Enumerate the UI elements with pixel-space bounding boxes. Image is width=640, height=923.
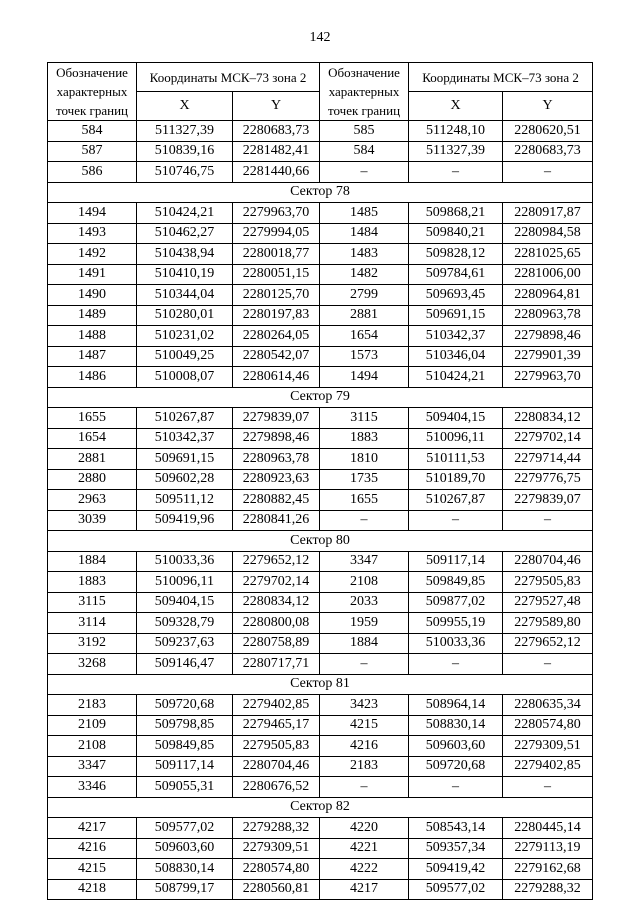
cell-y-left: 2279505,83	[233, 736, 320, 757]
cell-point-left: 4218	[48, 879, 137, 900]
cell-point-right: 3423	[320, 695, 409, 716]
cell-y-left: 2280963,78	[233, 449, 320, 470]
cell-y-left: 2280676,52	[233, 777, 320, 798]
table-row	[48, 613, 593, 634]
cell-y-left: 2279652,12	[233, 551, 320, 572]
cell-y-left: 2280683,73	[233, 121, 320, 142]
cell-y-left: 2280542,07	[233, 346, 320, 367]
cell-x-left: 510008,07	[137, 367, 233, 388]
cell-y-right: 2280984,58	[503, 223, 593, 244]
cell-point-right: 3115	[320, 408, 409, 429]
cell-x-right: 509828,12	[409, 244, 503, 265]
cell-point-left: 1655	[48, 408, 137, 429]
cell-x-right: 509720,68	[409, 756, 503, 777]
cell-point-left: 4215	[48, 859, 137, 880]
cell-point-right: 1494	[320, 367, 409, 388]
cell-y-left: 2280717,71	[233, 654, 320, 675]
cell-y-left: 2280834,12	[233, 592, 320, 613]
cell-y-left: 2279839,07	[233, 408, 320, 429]
cell-x-right: 509117,14	[409, 551, 503, 572]
cell-point-right: 4216	[320, 736, 409, 757]
cell-point-right: 1483	[320, 244, 409, 265]
table-row	[48, 633, 593, 654]
sector-row	[48, 387, 593, 408]
cell-point-right: 1884	[320, 633, 409, 654]
cell-x-left: 508799,17	[137, 879, 233, 900]
cell-x-right: 509955,19	[409, 613, 503, 634]
cell-x-right: 508830,14	[409, 715, 503, 736]
cell-y-left: 2280264,05	[233, 326, 320, 347]
cell-point-left: 1489	[48, 305, 137, 326]
cell-y-right: 2280704,46	[503, 551, 593, 572]
cell-point-left: 3347	[48, 756, 137, 777]
x-header-right: X	[409, 92, 503, 121]
table-row	[48, 203, 593, 224]
table-row	[48, 326, 593, 347]
table-row	[48, 859, 593, 880]
sector-label: Сектор 79	[48, 387, 593, 408]
cell-point-left: 1487	[48, 346, 137, 367]
cell-point-right: 2799	[320, 285, 409, 306]
cell-point-right: 2108	[320, 572, 409, 593]
cell-x-right: 509357,34	[409, 838, 503, 859]
cell-x-right: 509419,42	[409, 859, 503, 880]
cell-y-left: 2281482,41	[233, 141, 320, 162]
cell-y-right: 2279776,75	[503, 469, 593, 490]
designation-header-left: Обозначение характерных точек границ	[48, 63, 137, 121]
cell-x-left: 510344,04	[137, 285, 233, 306]
table-row	[48, 818, 593, 839]
sector-label: Сектор 78	[48, 182, 593, 203]
cell-x-left: 511327,39	[137, 121, 233, 142]
cell-y-left: 2279288,32	[233, 818, 320, 839]
cell-x-right: 509577,02	[409, 879, 503, 900]
cell-y-right: 2279113,19	[503, 838, 593, 859]
cell-point-right: 1485	[320, 203, 409, 224]
cell-x-right: –	[409, 777, 503, 798]
cell-y-left: 2280800,08	[233, 613, 320, 634]
cell-point-left: 1486	[48, 367, 137, 388]
table-row	[48, 838, 593, 859]
coordinates-table	[47, 62, 593, 900]
cell-x-left: 509117,14	[137, 756, 233, 777]
table-row	[48, 490, 593, 511]
cell-x-left: 509849,85	[137, 736, 233, 757]
cell-y-left: 2280018,77	[233, 244, 320, 265]
cell-point-left: 2881	[48, 449, 137, 470]
cell-point-left: 3192	[48, 633, 137, 654]
table-row	[48, 592, 593, 613]
cell-y-right: 2279963,70	[503, 367, 593, 388]
cell-x-right: 510346,04	[409, 346, 503, 367]
cell-y-right: 2279505,83	[503, 572, 593, 593]
cell-y-right: 2280683,73	[503, 141, 593, 162]
cell-point-right: 3347	[320, 551, 409, 572]
cell-y-left: 2280923,63	[233, 469, 320, 490]
cell-y-left: 2281440,66	[233, 162, 320, 183]
cell-point-right: 1484	[320, 223, 409, 244]
cell-point-right: 2881	[320, 305, 409, 326]
cell-y-left: 2280574,80	[233, 859, 320, 880]
cell-x-left: 510231,02	[137, 326, 233, 347]
cell-point-left: 3039	[48, 510, 137, 531]
cell-y-right: 2279901,39	[503, 346, 593, 367]
coords-header-right: Координаты МСК–73 зона 2	[409, 63, 593, 92]
cell-point-right: 584	[320, 141, 409, 162]
y-header-right: Y	[503, 92, 593, 121]
cell-y-left: 2280125,70	[233, 285, 320, 306]
cell-y-right: 2279309,51	[503, 736, 593, 757]
cell-point-left: 4216	[48, 838, 137, 859]
table-row	[48, 346, 593, 367]
cell-point-left: 1490	[48, 285, 137, 306]
table-row	[48, 469, 593, 490]
cell-point-left: 1654	[48, 428, 137, 449]
cell-x-left: 509237,63	[137, 633, 233, 654]
cell-point-right: 4215	[320, 715, 409, 736]
cell-y-left: 2280051,15	[233, 264, 320, 285]
cell-point-left: 3346	[48, 777, 137, 798]
cell-x-right: 509404,15	[409, 408, 503, 429]
cell-y-left: 2279309,51	[233, 838, 320, 859]
cell-x-right: 510267,87	[409, 490, 503, 511]
cell-x-right: 509784,61	[409, 264, 503, 285]
cell-x-left: 510462,27	[137, 223, 233, 244]
cell-x-right: 510189,70	[409, 469, 503, 490]
cell-point-left: 3268	[48, 654, 137, 675]
cell-x-right: –	[409, 162, 503, 183]
cell-y-right: 2279898,46	[503, 326, 593, 347]
table-row	[48, 428, 593, 449]
cell-x-left: 509404,15	[137, 592, 233, 613]
sector-row	[48, 531, 593, 552]
table-row	[48, 305, 593, 326]
cell-y-right: 2279527,48	[503, 592, 593, 613]
cell-point-left: 4217	[48, 818, 137, 839]
cell-point-right: –	[320, 162, 409, 183]
table-row	[48, 879, 593, 900]
cell-point-right: 1883	[320, 428, 409, 449]
cell-point-left: 1493	[48, 223, 137, 244]
cell-x-left: 510280,01	[137, 305, 233, 326]
table-row	[48, 285, 593, 306]
cell-y-right: 2279702,14	[503, 428, 593, 449]
cell-y-right: –	[503, 162, 593, 183]
table-row	[48, 449, 593, 470]
table-row	[48, 777, 593, 798]
cell-x-left: 509602,28	[137, 469, 233, 490]
table-row	[48, 121, 593, 142]
cell-point-left: 3114	[48, 613, 137, 634]
coords-header-left: Координаты МСК–73 зона 2	[137, 63, 320, 92]
cell-x-right: –	[409, 510, 503, 531]
cell-x-right: 509691,15	[409, 305, 503, 326]
cell-y-left: 2279402,85	[233, 695, 320, 716]
cell-x-left: 509511,12	[137, 490, 233, 511]
cell-y-right: 2280635,34	[503, 695, 593, 716]
cell-point-left: 2109	[48, 715, 137, 736]
cell-y-right: 2279839,07	[503, 490, 593, 511]
cell-point-right: 4221	[320, 838, 409, 859]
table-row	[48, 223, 593, 244]
sector-row	[48, 182, 593, 203]
cell-x-left: 510746,75	[137, 162, 233, 183]
cell-point-right: 1482	[320, 264, 409, 285]
cell-x-left: 509798,85	[137, 715, 233, 736]
cell-x-left: 509577,02	[137, 818, 233, 839]
table-row	[48, 551, 593, 572]
cell-x-left: 510267,87	[137, 408, 233, 429]
cell-y-right: 2280917,87	[503, 203, 593, 224]
cell-point-left: 1492	[48, 244, 137, 265]
cell-y-left: 2280560,81	[233, 879, 320, 900]
cell-x-right: 508964,14	[409, 695, 503, 716]
table-row	[48, 162, 593, 183]
table-body	[48, 121, 593, 900]
cell-point-left: 584	[48, 121, 137, 142]
table-row	[48, 715, 593, 736]
cell-x-left: 510342,37	[137, 428, 233, 449]
cell-x-left: 510839,16	[137, 141, 233, 162]
cell-y-right: 2279589,80	[503, 613, 593, 634]
cell-point-right: 4217	[320, 879, 409, 900]
cell-x-left: 509328,79	[137, 613, 233, 634]
cell-y-left: 2279963,70	[233, 203, 320, 224]
cell-x-right: 508543,14	[409, 818, 503, 839]
table-row	[48, 572, 593, 593]
cell-x-right: 510033,36	[409, 633, 503, 654]
cell-point-right: 1735	[320, 469, 409, 490]
sector-label: Сектор 82	[48, 797, 593, 818]
cell-x-right: 511248,10	[409, 121, 503, 142]
cell-x-right: 509840,21	[409, 223, 503, 244]
cell-point-right: 1810	[320, 449, 409, 470]
cell-y-right: 2279652,12	[503, 633, 593, 654]
cell-y-right: 2280963,78	[503, 305, 593, 326]
cell-point-left: 1494	[48, 203, 137, 224]
cell-x-left: 510033,36	[137, 551, 233, 572]
cell-x-right: 510111,53	[409, 449, 503, 470]
cell-x-right: 509849,85	[409, 572, 503, 593]
cell-y-left: 2280882,45	[233, 490, 320, 511]
cell-y-right: 2280834,12	[503, 408, 593, 429]
cell-y-left: 2280614,46	[233, 367, 320, 388]
table-row	[48, 244, 593, 265]
cell-point-left: 587	[48, 141, 137, 162]
cell-x-right: 510424,21	[409, 367, 503, 388]
cell-y-left: 2280704,46	[233, 756, 320, 777]
cell-point-right: –	[320, 777, 409, 798]
cell-point-left: 586	[48, 162, 137, 183]
cell-point-left: 1883	[48, 572, 137, 593]
cell-x-left: 510096,11	[137, 572, 233, 593]
sector-row	[48, 674, 593, 695]
cell-y-right: –	[503, 510, 593, 531]
cell-y-left: 2280758,89	[233, 633, 320, 654]
cell-point-right: 1654	[320, 326, 409, 347]
cell-y-right: –	[503, 654, 593, 675]
cell-x-left: 509419,96	[137, 510, 233, 531]
cell-x-left: 510424,21	[137, 203, 233, 224]
cell-y-left: 2279702,14	[233, 572, 320, 593]
cell-point-left: 3115	[48, 592, 137, 613]
designation-header-right: Обозначение характерных точек границ	[320, 63, 409, 121]
cell-point-right: 4222	[320, 859, 409, 880]
cell-point-right: 1573	[320, 346, 409, 367]
cell-point-left: 2880	[48, 469, 137, 490]
y-header-left: Y	[233, 92, 320, 121]
cell-y-left: 2280197,83	[233, 305, 320, 326]
table-row	[48, 141, 593, 162]
cell-y-right: 2280574,80	[503, 715, 593, 736]
cell-x-left: 509603,60	[137, 838, 233, 859]
cell-point-left: 1884	[48, 551, 137, 572]
table-row	[48, 756, 593, 777]
cell-x-left: 510438,94	[137, 244, 233, 265]
cell-point-right: –	[320, 654, 409, 675]
cell-y-right: 2279162,68	[503, 859, 593, 880]
cell-x-right: 510096,11	[409, 428, 503, 449]
cell-y-right: 2280964,81	[503, 285, 593, 306]
cell-x-left: 510410,19	[137, 264, 233, 285]
table-row	[48, 654, 593, 675]
cell-point-left: 2963	[48, 490, 137, 511]
cell-x-right: 509868,21	[409, 203, 503, 224]
table-row	[48, 264, 593, 285]
cell-x-left: 509055,31	[137, 777, 233, 798]
sector-label: Сектор 81	[48, 674, 593, 695]
cell-point-right: 585	[320, 121, 409, 142]
cell-point-left: 1488	[48, 326, 137, 347]
cell-point-right: 2033	[320, 592, 409, 613]
cell-x-left: 509691,15	[137, 449, 233, 470]
cell-x-right: 509693,45	[409, 285, 503, 306]
table-row	[48, 736, 593, 757]
page-number: 142	[309, 30, 331, 45]
cell-y-left: 2279898,46	[233, 428, 320, 449]
cell-point-right: 4220	[320, 818, 409, 839]
cell-x-right: –	[409, 654, 503, 675]
cell-y-right: 2280620,51	[503, 121, 593, 142]
table-row	[48, 408, 593, 429]
cell-x-left: 509720,68	[137, 695, 233, 716]
cell-y-left: 2279465,17	[233, 715, 320, 736]
cell-x-left: 508830,14	[137, 859, 233, 880]
sector-label: Сектор 80	[48, 531, 593, 552]
table-row	[48, 510, 593, 531]
cell-point-right: 1959	[320, 613, 409, 634]
cell-x-right: 509603,60	[409, 736, 503, 757]
cell-y-right: –	[503, 777, 593, 798]
cell-x-left: 509146,47	[137, 654, 233, 675]
cell-point-right: 1655	[320, 490, 409, 511]
cell-y-right: 2281006,00	[503, 264, 593, 285]
cell-y-right: 2279402,85	[503, 756, 593, 777]
x-header-left: X	[137, 92, 233, 121]
cell-point-left: 2108	[48, 736, 137, 757]
cell-y-left: 2279994,05	[233, 223, 320, 244]
cell-point-left: 1491	[48, 264, 137, 285]
table-header	[48, 63, 593, 121]
table-row	[48, 695, 593, 716]
cell-y-right: 2279714,44	[503, 449, 593, 470]
cell-x-right: 511327,39	[409, 141, 503, 162]
cell-x-left: 510049,25	[137, 346, 233, 367]
cell-y-right: 2279288,32	[503, 879, 593, 900]
cell-x-right: 510342,37	[409, 326, 503, 347]
cell-y-right: 2281025,65	[503, 244, 593, 265]
cell-point-right: 2183	[320, 756, 409, 777]
sector-row	[48, 797, 593, 818]
cell-x-right: 509877,02	[409, 592, 503, 613]
cell-point-left: 2183	[48, 695, 137, 716]
table-row	[48, 367, 593, 388]
cell-y-left: 2280841,26	[233, 510, 320, 531]
cell-point-right: –	[320, 510, 409, 531]
cell-y-right: 2280445,14	[503, 818, 593, 839]
